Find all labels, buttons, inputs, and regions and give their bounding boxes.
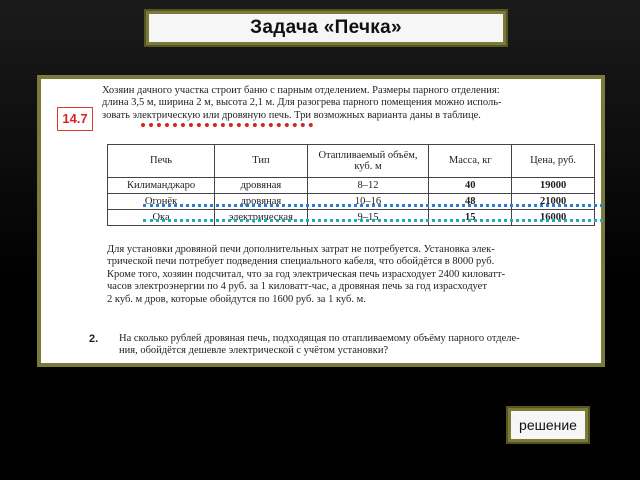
table-row <box>108 194 595 210</box>
highlight-dotted-line <box>143 204 603 207</box>
table-cell: электрическая <box>215 210 308 226</box>
table-row <box>108 210 595 226</box>
table-cell: 9–15 <box>307 210 429 226</box>
table-cell: Килиманджаро <box>108 178 215 194</box>
intro-line: длина 3,5 м, ширина 2 м, высота 2,1 м. Для разогрева парного помещения можно исполь- <box>102 97 502 109</box>
table-cell: 40 <box>429 178 512 194</box>
table-cell: Огонёк <box>108 194 215 210</box>
table-cell: дровяная <box>215 178 308 194</box>
column-header: Масса, кг <box>429 145 512 178</box>
conditions-line: Кроме того, хозяин подсчитал, что за год электрическая печь израсходует 2400 киловатт- <box>107 268 506 280</box>
problem-intro <box>102 85 602 122</box>
conditions-line: часов электроэнергии по 4 руб. за 1 киловатт-час, а дровяная печь за год израсходует <box>107 281 487 293</box>
question-text <box>119 333 603 358</box>
column-header: Печь <box>108 145 215 178</box>
question-number: 2. <box>89 333 99 345</box>
highlight-dotted-line <box>143 219 603 222</box>
title-banner <box>146 11 506 45</box>
table-cell: 19000 <box>512 178 595 194</box>
conditions-line: Для установки дровяной печи дополнительных затрат не потребуется. Установка элек- <box>107 244 495 255</box>
conditions-line: 2 куб. м дров, которые обойдутся по 1600 руб. за 1 куб. м. <box>107 293 366 305</box>
problem-number-badge <box>57 107 93 131</box>
intro-line: зовать электрическую или дровяную печь. Три возможных варианта даны в таблице. <box>102 109 481 121</box>
question-line: ния, обойдётся дешевле электрической с учётом установки? <box>119 345 389 357</box>
solution-button[interactable]: решение <box>508 408 588 442</box>
table-cell: 10–16 <box>307 194 429 210</box>
table-cell: дровяная <box>215 194 308 210</box>
problem-frame <box>37 75 605 367</box>
table-header-row <box>108 145 595 178</box>
table-row <box>108 178 595 194</box>
table-cell: Ока <box>108 210 215 226</box>
problem-document <box>45 83 597 359</box>
table-cell: 21000 <box>512 194 595 210</box>
stove-table <box>107 144 595 226</box>
page-title: Задача «Печка» <box>250 17 402 38</box>
intro-line: Хозяин дачного участка строит баню с парным отделением. Размеры парного отделения: <box>102 85 500 96</box>
table-cell: 48 <box>429 194 512 210</box>
table-cell: 16000 <box>512 210 595 226</box>
highlight-dotted-underline <box>141 123 313 127</box>
problem-conditions <box>107 244 599 306</box>
column-header: Отапливаемый объём, куб. м <box>307 145 429 178</box>
table-cell: 8–12 <box>307 178 429 194</box>
conditions-line: трической печи потребует подведения специального кабеля, что обойдётся в 8000 руб. <box>107 256 495 268</box>
table-cell: 15 <box>429 210 512 226</box>
problem-number: 14.7 <box>62 110 88 126</box>
column-header: Тип <box>215 145 308 178</box>
question-line: На сколько рублей дровяная печь, подходящая по отапливаемому объёму парного отделе- <box>119 333 520 344</box>
column-header: Цена, руб. <box>512 145 595 178</box>
